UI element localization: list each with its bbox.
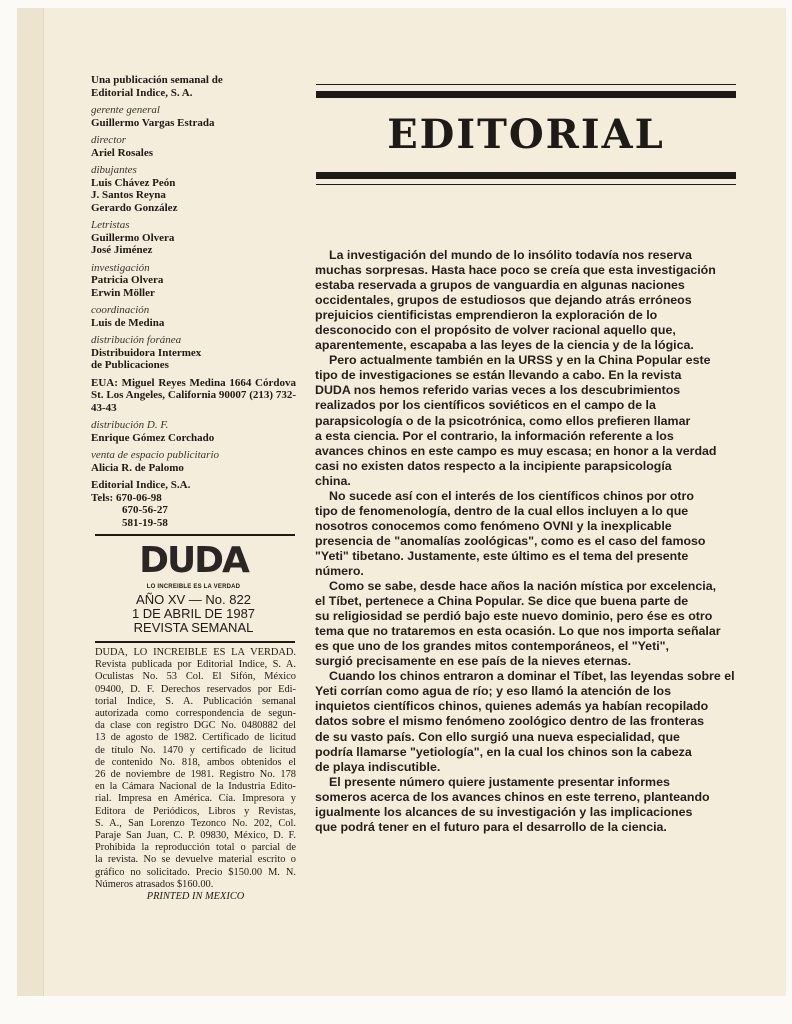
rule-thick	[316, 91, 736, 98]
us-distribution-address: EUA: Miguel Reyes Medina 1664 Córdova St. Los Angeles, California 90007 (213) 732-43-43	[91, 376, 296, 414]
credit-block	[91, 164, 296, 214]
credits-list	[91, 104, 296, 372]
credit-name: de Publicaciones	[91, 359, 169, 371]
editorial-line: de playa indiscutible.	[315, 759, 441, 774]
editorial-line: occidentales, grupos de estudiosos que dejando atrás erróneos	[315, 293, 692, 308]
credit-block	[91, 134, 296, 159]
editorial-line: "Yeti" tibetano. Justamente, este último es el tema del presente	[315, 548, 689, 563]
issue-number: AÑO XV — No. 822	[136, 592, 251, 607]
phone-line: 581-19-58	[122, 516, 168, 529]
legal-line: 26 de noviembre de 1981. Registro No. 178	[95, 769, 296, 781]
legal-line: Revista publicada por Editorial Indice, S. A.	[95, 659, 296, 671]
credit-block	[91, 334, 296, 372]
legal-line: la revista. No se devuelve material escrito o	[95, 854, 296, 866]
credits-list	[91, 419, 296, 474]
editorial-paragraph	[315, 248, 755, 353]
editorial-line: que podrá tener en el futuro para el desarrollo de la ciencia.	[315, 819, 667, 834]
editorial-line: tema que no trataremos en esta ocasión. Lo que nos importa señalar	[315, 624, 721, 639]
editorial-line: tipo de fenomenología, dentro de la cual ellos incluyen a lo que	[315, 503, 689, 518]
editorial-line: DUDA nos hemos referido varias veces a los descubrimientos	[315, 383, 681, 398]
editorial-line: La investigación del mundo de lo insólito todavía nos reserva	[329, 248, 692, 262]
rule-thin	[316, 184, 736, 185]
legal-line: Editora de Periódicos, Libros y Revistas,	[95, 805, 296, 817]
legal-line: de título No. 1470 y certificado de licitud	[95, 744, 296, 756]
phone-line: 670-56-27	[122, 504, 168, 516]
editorial-paragraph	[315, 489, 755, 579]
editorial-line: surgió precisamente en ese país de la nieves eternas.	[315, 654, 632, 669]
editorial-line: nosotros conocemos como fenómeno OVNI y la inexplicable	[315, 518, 672, 533]
duda-logo	[91, 540, 296, 591]
editorial-line: presencia de "anomalías zoológicas", como es el caso del famoso	[315, 533, 706, 548]
editorial-line: es que uno de los grandes mitos contemporáneos, el "Yeti",	[315, 639, 669, 654]
credit-block	[91, 304, 296, 329]
logo-wordmark: DUDA	[139, 540, 248, 581]
credit-role: coordinación	[91, 304, 150, 316]
editorial-line: el Tíbet, pertenece a China Popular. Se dice que buena parte de	[315, 594, 689, 609]
editorial-line: casi no existen datos respecto a la incipiente parapsicología	[315, 458, 672, 473]
legal-line: 13 de agosto de 1982. Certificado de licitud	[95, 732, 296, 744]
editorial-title: EDITORIAL	[387, 111, 665, 158]
editorial-line: su religiosidad se perdió bajo este nuevo dominio, pero ése es otro	[315, 609, 713, 624]
credit-role: venta de espacio publicitario	[91, 449, 219, 461]
issue-type: REVISTA SEMANAL	[133, 620, 254, 635]
legal-line: gráfico no solicitado. Precio $150.00 M. N.	[95, 866, 296, 878]
legal-line: de contenido No. 818, ambos obtenidos el	[95, 756, 296, 768]
credit-name: Ariel Rosales	[91, 146, 154, 159]
intro-line: Editorial Indice, S. A.	[91, 86, 193, 99]
divider	[95, 534, 295, 536]
credit-role: gerente general	[91, 104, 160, 116]
editorial-line: Yeti corrían como agua de río; y eso llamó la atención de los	[315, 684, 671, 699]
credit-role: Letristas	[91, 219, 130, 231]
credit-block	[91, 262, 296, 300]
editorial-line: desconocido con el propósito de volver racional aquello que,	[315, 323, 676, 338]
editorial-line: aparentemente, escapaba a las leyes de la ciencia y de la lógica.	[315, 338, 694, 353]
publisher-name: Editorial Indice, S.A.	[91, 479, 191, 491]
intro-line: Una publicación semanal de	[91, 74, 223, 86]
credit-name: José Jiménez	[91, 244, 153, 256]
page-binding-edge	[17, 8, 44, 996]
phone-line: Tels: 670-06-98	[91, 491, 162, 504]
editorial-line: tipo de investigaciones se están llevando a cabo. En la revista	[315, 368, 682, 383]
credit-role: distribución foránea	[91, 334, 182, 346]
editorial-paragraph	[315, 775, 755, 835]
editorial-paragraph	[315, 579, 755, 669]
legal-line: rial. Impresa en América. Cía. Impresora y	[95, 793, 296, 805]
editorial-paragraph	[315, 669, 755, 774]
editorial-line: a esta ciencia. Por el contrario, la información referente a los	[315, 428, 674, 443]
legal-line: S. A., San Lorenzo Tezonco No. 202, Col.	[95, 817, 296, 829]
legal-line: Números atrasados $160.00.	[95, 878, 214, 890]
legal-line: Oculistas No. 53 Col. El Sifón, México	[95, 671, 296, 683]
editorial-line: Como se sabe, desde hace años la nación mística por excelencia,	[329, 579, 717, 594]
credit-name: Luis de Medina	[91, 316, 165, 329]
editorial-line: número.	[315, 563, 364, 578]
editorial-line: inquietos científicos chinos, quienes además ya habían recopilado	[315, 699, 709, 714]
editorial-line: Cuando los chinos entraron a dominar el Tíbet, las leyendas sobre el	[329, 669, 735, 684]
editorial-line: No sucede así con el interés de los científicos chinos por otro	[329, 488, 694, 503]
editorial-line: de su vasto país. Con ello surgió una nueva especialidad, que	[315, 729, 680, 744]
editorial-paragraph	[315, 353, 755, 488]
editorial-line: avances chinos en este campo es muy escasa; en honor a la verdad	[315, 443, 717, 458]
legal-line: en la Cámara Nacional de la Industria Edito-	[95, 781, 296, 793]
rule-thick	[316, 172, 736, 179]
editorial-line: parapsicología o de la psicotrónica, como ellos prefieren llamar	[315, 413, 691, 428]
editorial-line: estaba reservada a grupos de vanguardia en algunas naciones	[315, 278, 685, 293]
credit-name: Luis Chávez Peón	[91, 176, 176, 189]
divider	[95, 641, 295, 643]
credit-name: Guillermo Olvera	[91, 231, 175, 244]
editorial-line: igualmente los alcances de su investigación y las implicaciones	[315, 804, 693, 819]
masthead-column	[91, 74, 296, 903]
logo-tagline: LO INCREIBLE ES LA VERDAD	[146, 584, 241, 590]
editorial-body	[315, 248, 755, 835]
credit-role: director	[91, 134, 127, 146]
legal-line: 09400, D. F. Derechos reservados por Edi-	[95, 683, 296, 695]
credit-role: dibujantes	[91, 164, 137, 176]
credit-name: Alicia R. de Palomo	[91, 461, 184, 474]
credit-name: Distribuidora Intermex	[91, 346, 202, 359]
credit-name: Gerardo González	[91, 201, 178, 214]
credit-block	[91, 419, 296, 444]
legal-line: autorizada como correspondencia de segun-	[95, 708, 296, 720]
legal-line: Paraje San Juan, C. P. 09830, México, D. F.	[95, 830, 296, 842]
credit-name: J. Santos Reyna	[91, 189, 166, 201]
credit-name: Enrique Gómez Corchado	[91, 431, 215, 444]
legal-line: Prohibida la reproducción total o parcial de	[95, 842, 296, 854]
editorial-line: china.	[315, 473, 351, 488]
credit-block	[91, 219, 296, 257]
legal-line: DUDA, LO INCREIBLE ES LA VERDAD.	[95, 647, 296, 658]
credit-block	[91, 449, 296, 474]
editorial-line: someros acerca de los avances chinos en este terreno, planteando	[315, 789, 710, 804]
editorial-header	[316, 84, 736, 185]
editorial-line: podría llamarse "yetiología", en la cual los chinos son la cabeza	[315, 744, 692, 759]
credit-block	[91, 104, 296, 129]
credit-name: Patricia Olvera	[91, 274, 164, 286]
issue-date: 1 DE ABRIL DE 1987	[131, 606, 256, 621]
credit-name: Erwin Möller	[91, 286, 155, 299]
editorial-line: prejuicios cientificistas emprendieron la exploración de lo	[315, 308, 658, 323]
publisher-contact	[91, 479, 296, 529]
editorial-line: muchas sorpresas. Hasta hace poco se creía que esta investigación	[315, 263, 716, 278]
credit-role: investigación	[91, 261, 150, 274]
editorial-line: El presente número quiere justamente presentar informes	[329, 774, 670, 789]
rule-thin	[316, 84, 736, 85]
legal-line: da clase con registro DGC No. 0480882 del	[95, 720, 296, 732]
editorial-line: datos sobre el mismo fenómeno zoológico dentro de las fronteras	[315, 714, 704, 729]
editorial-line: realizados por los científicos soviéticos en el campo de la	[315, 398, 656, 413]
credit-name: Guillermo Vargas Estrada	[91, 116, 215, 129]
legal-line: torial Indice, S. A. Publicación semanal	[95, 695, 296, 707]
legal-notice	[91, 647, 296, 891]
editorial-line: Pero actualmente también en la URSS y en la China Popular este	[329, 353, 711, 368]
publisher-intro	[91, 74, 296, 99]
printed-in-mexico: PRINTED IN MEXICO	[146, 891, 245, 903]
credit-role: distribución D. F.	[91, 419, 169, 431]
